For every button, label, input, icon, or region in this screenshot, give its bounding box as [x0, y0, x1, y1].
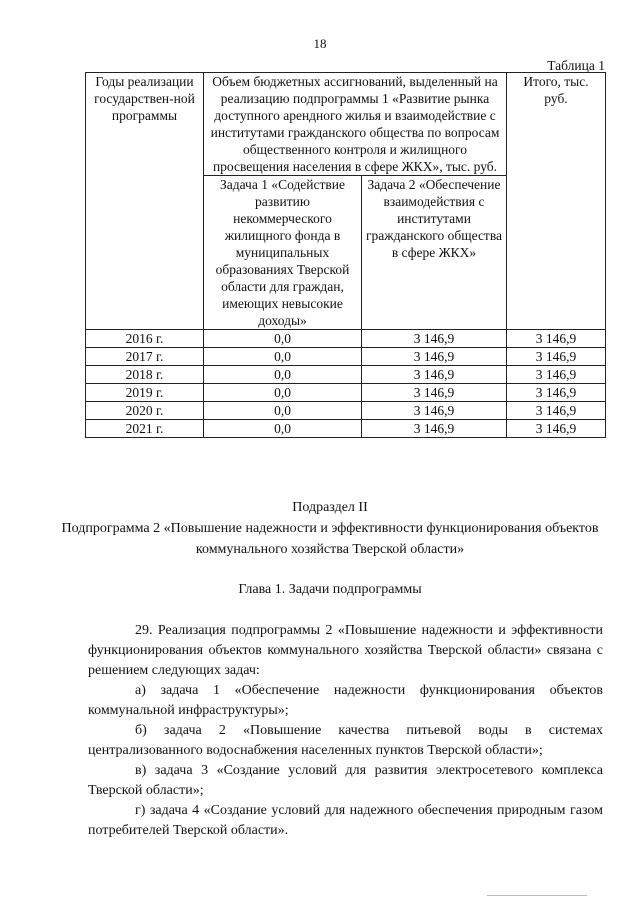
paragraph: г) задача 4 «Создание условий для надежного обеспечения природным газом потребителей Тверской области». — [88, 803, 603, 838]
budget-table — [85, 72, 606, 438]
cell-task1: 0,0 — [204, 420, 362, 438]
table-caption: Таблица 1 — [547, 58, 605, 73]
chapter-title: Глава 1. Задачи подпрограммы — [238, 582, 422, 597]
cell-total: 3 146,9 — [507, 348, 606, 366]
cell-task2: 3 146,9 — [362, 384, 507, 402]
cell-task1: 0,0 — [204, 384, 362, 402]
table-row — [86, 366, 606, 384]
table-header-row — [86, 73, 606, 176]
paragraph: б) задача 2 «Повышение качества питьевой воды в системах централизованного водоснабжения населенных пунктов Тверской области»; — [88, 723, 603, 758]
cell-task1: 0,0 — [204, 348, 362, 366]
table-row — [86, 420, 606, 438]
scan-artifact-line — [487, 895, 587, 906]
paragraph: 29. Реализация подпрограммы 2 «Повышение надежности и эффективности функционирования объектов коммунального хозяйства Тверской области» связана с решением следующих задач: — [88, 623, 603, 678]
cell-total: 3 146,9 — [507, 420, 606, 438]
table-row — [86, 384, 606, 402]
cell-year: 2020 г. — [86, 402, 204, 420]
subsection-label: Подраздел II — [292, 500, 368, 515]
subsection-heading — [60, 497, 600, 560]
cell-task1: 0,0 — [204, 330, 362, 348]
cell-year: 2019 г. — [86, 384, 204, 402]
cell-total: 3 146,9 — [507, 330, 606, 348]
table-row — [86, 348, 606, 366]
cell-total: 3 146,9 — [507, 402, 606, 420]
table-row — [86, 402, 606, 420]
page-number: 18 — [313, 36, 327, 51]
cell-task2: 3 146,9 — [362, 366, 507, 384]
cell-task1: 0,0 — [204, 402, 362, 420]
cell-task2: 3 146,9 — [362, 348, 507, 366]
header-budget: Объем бюджетных ассигнований, выделенный на реализацию подпрограммы 1 «Развитие рынка доступного арендного жилья и взаимодействие с институтами гражданского общества по вопросам общественного контроля и жилищного просвещения населения в сфере ЖКХ», тыс. руб. — [204, 73, 507, 176]
header-years: Годы реализации государствен-ной программы — [86, 73, 204, 330]
paragraph: а) задача 1 «Обеспечение надежности функционирования объектов коммунальной инфраструктуры»; — [88, 683, 603, 718]
cell-year: 2017 г. — [86, 348, 204, 366]
cell-year: 2018 г. — [86, 366, 204, 384]
cell-task2: 3 146,9 — [362, 330, 507, 348]
body-text — [88, 621, 603, 841]
header-task1: Задача 1 «Содействие развитию некоммерческого жилищного фонда в муниципальных образованиях Тверской области для граждан, имеющих невысокие доходы» — [204, 176, 362, 330]
cell-total: 3 146,9 — [507, 366, 606, 384]
paragraph: в) задача 3 «Создание условий для развития электросетевого комплекса Тверской области»; — [88, 763, 603, 798]
cell-total: 3 146,9 — [507, 384, 606, 402]
header-task2: Задача 2 «Обеспечение взаимодействия с институтами гражданского общества в сфере ЖКХ» — [362, 176, 507, 330]
cell-task2: 3 146,9 — [362, 402, 507, 420]
subsection-title: Подпрограмма 2 «Повышение надежности и эффективности функционирования объектов коммунального хозяйства Тверской области» — [61, 521, 599, 557]
header-total: Итого, тыс. руб. — [507, 73, 606, 330]
cell-task2: 3 146,9 — [362, 420, 507, 438]
cell-year: 2021 г. — [86, 420, 204, 438]
cell-year: 2016 г. — [86, 330, 204, 348]
cell-task1: 0,0 — [204, 366, 362, 384]
table-row — [86, 330, 606, 348]
